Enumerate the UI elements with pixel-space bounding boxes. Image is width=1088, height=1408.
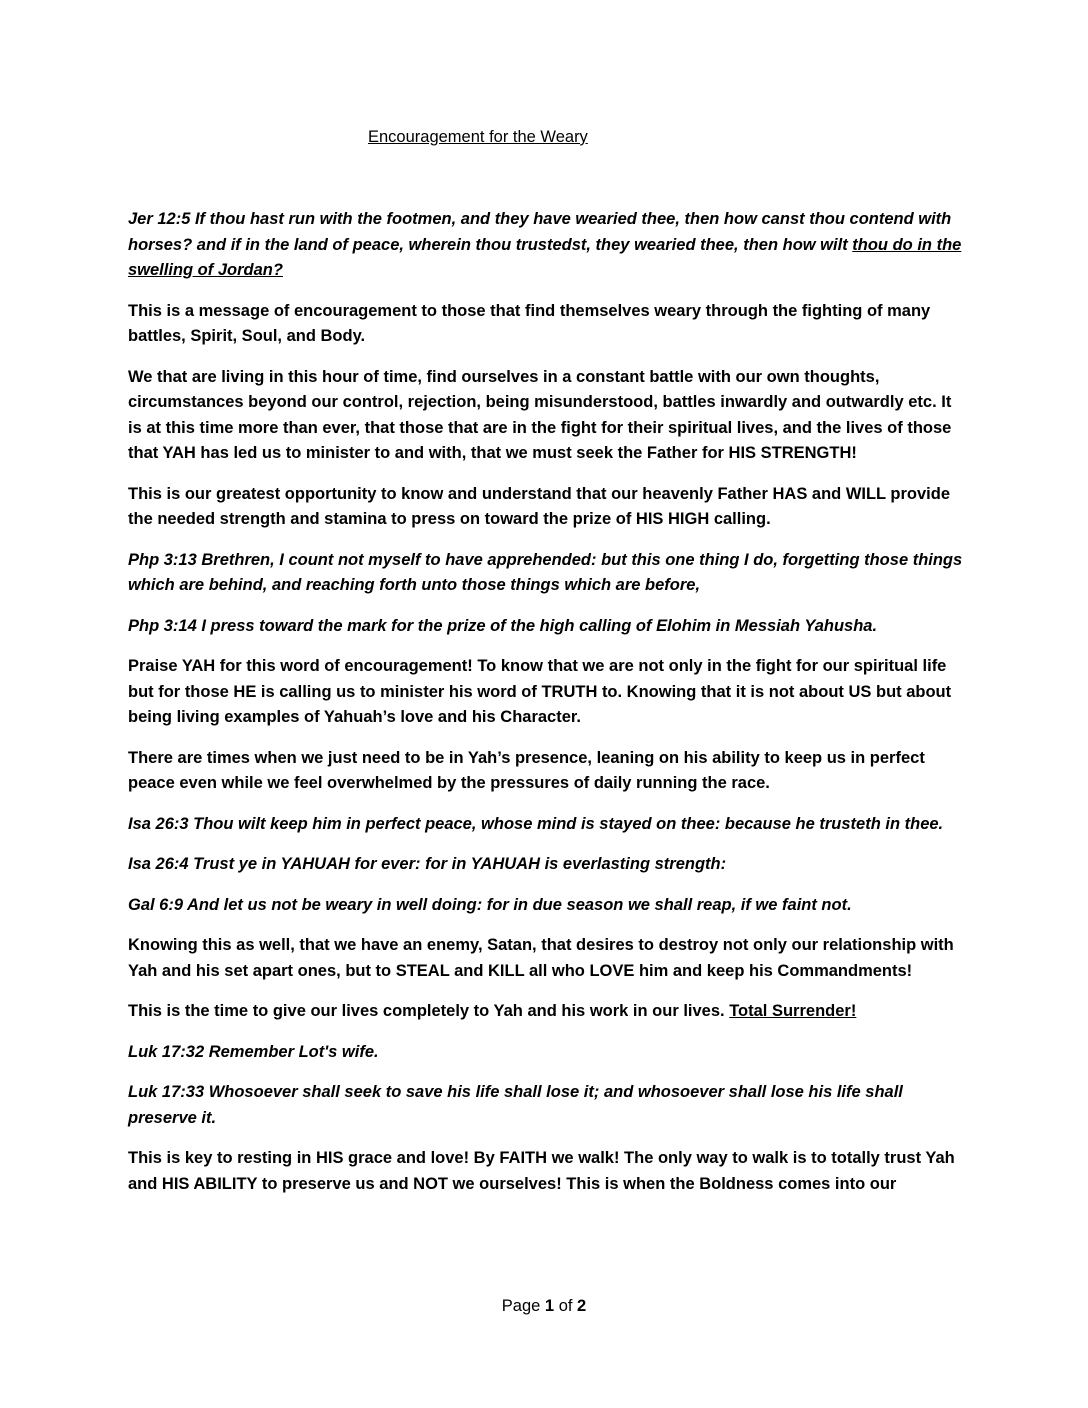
surrender-underlined-text: Total Surrender! <box>729 1002 857 1020</box>
paragraph-enemy: Knowing this as well, that we have an enemy, Satan, that desires to destroy not only our relationship with Yah and his set apart ones, but to STEAL and KILL all who LOVE him and keep his Commandments! <box>128 936 954 980</box>
verse-luk-17-32: Luk 17:32 Remember Lot's wife. <box>128 1042 379 1061</box>
paragraph-opportunity: This is our greatest opportunity to know and understand that our heavenly Father HAS and WILL provide the needed strength and stamina to press on toward the prize of HIS HIGH calling. <box>128 484 951 528</box>
verse-isa-26-3: Isa 26:3 Thou wilt keep him in perfect peace, whose mind is stayed on thee: because he trusteth in thee. <box>128 814 944 833</box>
paragraph-praise: Praise YAH for this word of encouragement! To know that we are not only in the fight for our spiritual life but for those HE is calling us to minister his word of TRUTH to. Knowing that it is not about US but about being living examples of Yahuah’s love and his Character. <box>128 657 952 726</box>
paragraph-intro: This is a message of encouragement to those that find themselves weary through the fighting of many battles, Spirit, Soul, and Body. <box>128 301 931 345</box>
paragraph-battle: We that are living in this hour of time, find ourselves in a constant battle with our own thoughts, circumstances beyond our control, rejection, being misunderstood, battles inwardly and outwardly etc. It is at this time more than ever, that those that are in the fight for their spiritual lives, and the lives of those that YAH has led us to minister to and with, that we must seek the Father for HIS STRENGTH! <box>128 367 952 462</box>
paragraph-surrender <box>128 999 964 1025</box>
verse-text: Jer 12:5 If thou hast run with the footmen, and they have wearied thee, then how canst thou contend with horses? and if in the land of peace, wherein thou trustedst, they wearied thee, then how wilt <box>128 210 952 254</box>
page-number-footer <box>0 1297 1088 1316</box>
verse-jer-12-5 <box>128 207 964 284</box>
verse-underlined-text: thou do in the swelling of Jordan? <box>128 235 962 279</box>
document-title: Encouragement for the Weary <box>368 128 588 146</box>
total-pages: 2 <box>577 1297 587 1315</box>
verse-luk-17-33: Luk 17:33 Whosoever shall seek to save his life shall lose it; and whosoever shall lose his life shall preserve it. <box>128 1083 903 1127</box>
paragraph-faith: This is key to resting in HIS grace and love! By FAITH we walk! The only way to walk is to totally trust Yah and HIS ABILITY to preserve us and NOT we ourselves! This is when the Boldness comes into our <box>128 1149 955 1193</box>
verse-gal-6-9: Gal 6:9 And let us not be weary in well doing: for in due season we shall reap, if we faint not. <box>128 895 852 914</box>
page-word: Page <box>501 1297 541 1315</box>
of-word: of <box>558 1297 573 1315</box>
surrender-text: This is the time to give our lives completely to Yah and his work in our lives. <box>128 1002 725 1020</box>
paragraph-presence: There are times when we just need to be in Yah’s presence, leaning on his ability to keep us in perfect peace even while we feel overwhelmed by the pressures of daily running the race. <box>128 748 925 792</box>
verse-php-3-14: Php 3:14 I press toward the mark for the prize of the high calling of Elohim in Messiah Yahusha. <box>128 616 878 635</box>
verse-isa-26-4: Isa 26:4 Trust ye in YAHUAH for ever: for in YAHUAH is everlasting strength: <box>128 855 727 873</box>
current-page: 1 <box>544 1297 555 1315</box>
verse-php-3-13: Php 3:13 Brethren, I count not myself to have apprehended: but this one thing I do, forgetting those things which are behind, and reaching forth unto those things which are before, <box>128 550 963 594</box>
document-body <box>128 207 964 1212</box>
